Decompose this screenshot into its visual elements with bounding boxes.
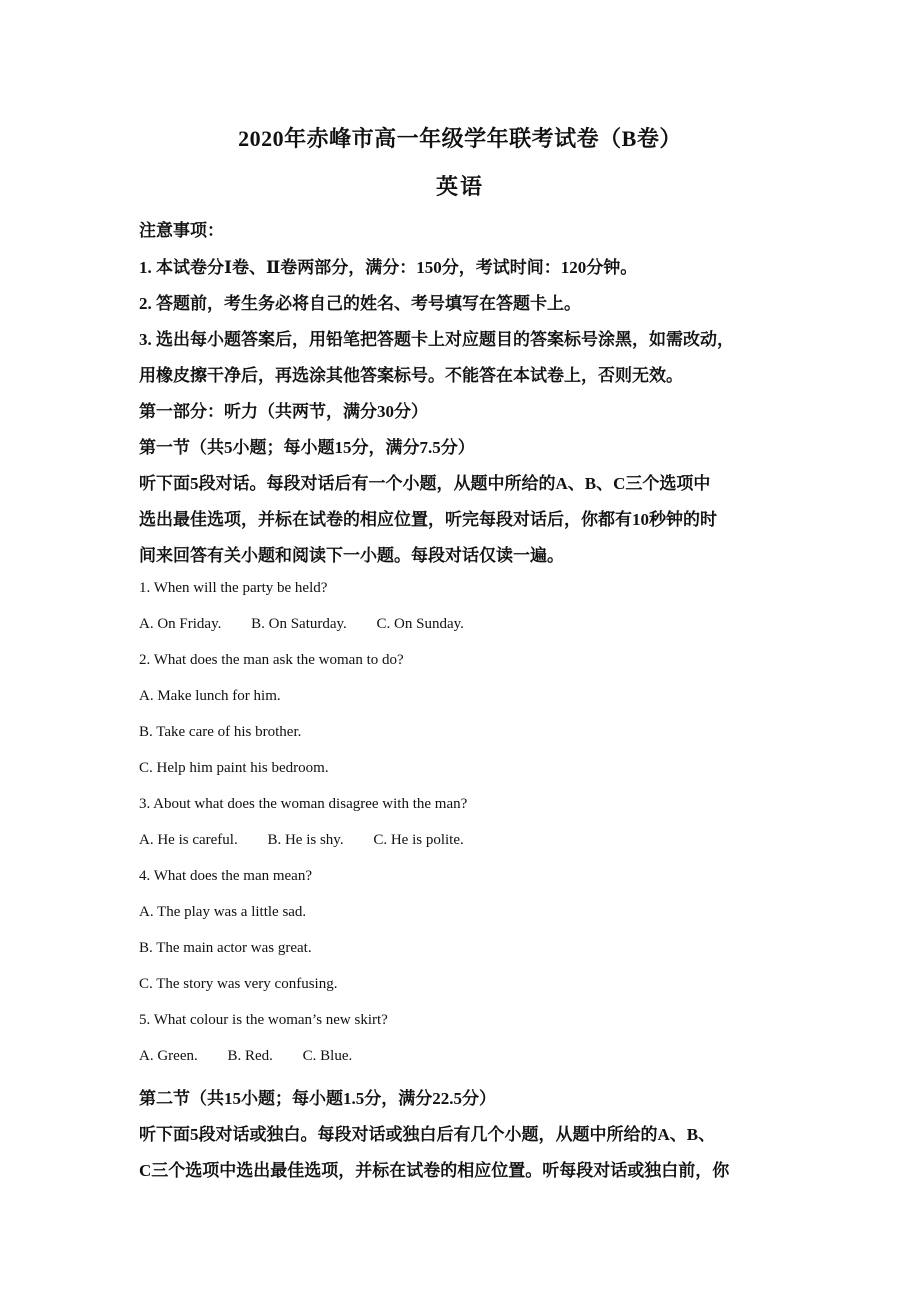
option-c: C. On Sunday.	[376, 616, 464, 632]
section1-heading: 第一节（共5小题；每小题15分，满分7.5分）	[139, 438, 475, 457]
option-a: A. On Friday.	[139, 616, 222, 632]
question-4: 4. What does the man mean?	[139, 868, 312, 884]
question-4-option-a: A. The play was a little sad.	[139, 904, 307, 920]
option-b: B. On Saturday.	[251, 616, 347, 632]
question-2-option-c: C. Help him paint his bedroom.	[139, 760, 329, 776]
question-5-options	[139, 1048, 352, 1065]
note-item-3-cont: 用橡皮擦干净后，再选涂其他答案标号。不能答在本试卷上，否则无效。	[139, 366, 683, 385]
question-1-options	[139, 616, 464, 633]
exam-subject: 英语	[435, 174, 484, 199]
question-4-option-c: C. The story was very confusing.	[139, 976, 338, 992]
option-c: C. Blue.	[302, 1048, 353, 1064]
option-a: A. Green.	[139, 1048, 198, 1064]
option-b: B. Red.	[227, 1048, 273, 1064]
exam-title: 2020年赤峰市高一年级学年联考试卷（B卷）	[238, 126, 682, 151]
section2-heading: 第二节（共15小题；每小题1.5分，满分22.5分）	[139, 1089, 496, 1108]
question-2: 2. What does the man ask the woman to do?	[139, 652, 404, 668]
option-c: C. He is polite.	[373, 832, 464, 848]
section1-instruction-line-2: 选出最佳选项，并标在试卷的相应位置，听完每段对话后，你都有10秒钟的时	[139, 510, 717, 529]
section2-instruction-line-2: C三个选项中选出最佳选项，并标在试卷的相应位置。听每段对话或独白前，你	[139, 1161, 730, 1180]
question-4-option-b: B. The main actor was great.	[139, 940, 312, 956]
question-3: 3. About what does the woman disagree with the man?	[139, 796, 468, 812]
note-item-3: 3. 选出每小题答案后，用铅笔把答题卡上对应题目的答案标号涂黑，如需改动，	[139, 330, 734, 349]
note-item-2: 2. 答题前，考生务必将自己的姓名、考号填写在答题卡上。	[139, 294, 581, 313]
option-b: B. He is shy.	[267, 832, 344, 848]
question-5: 5. What colour is the woman’s new skirt?	[139, 1012, 388, 1028]
part1-heading: 第一部分：听力（共两节，满分30分）	[139, 402, 428, 421]
question-2-option-a: A. Make lunch for him.	[139, 688, 281, 704]
section2-instruction-line-1: 听下面5段对话或独白。每段对话或独白后有几个小题，从题中所给的A、B、	[139, 1125, 716, 1144]
section1-instruction-line-3: 间来回答有关小题和阅读下一小题。每段对话仅读一遍。	[139, 546, 564, 565]
question-3-options	[139, 832, 464, 849]
option-a: A. He is careful.	[139, 832, 238, 848]
question-1: 1. When will the party be held?	[139, 580, 328, 596]
question-2-option-b: B. Take care of his brother.	[139, 724, 302, 740]
notes-heading: 注意事项：	[139, 221, 224, 240]
note-item-1: 1. 本试卷分Ⅰ卷、Ⅱ卷两部分，满分：150分，考试时间：120分钟。	[139, 258, 638, 277]
section1-instruction-line-1: 听下面5段对话。每段对话后有一个小题，从题中所给的A、B、C三个选项中	[139, 474, 711, 493]
